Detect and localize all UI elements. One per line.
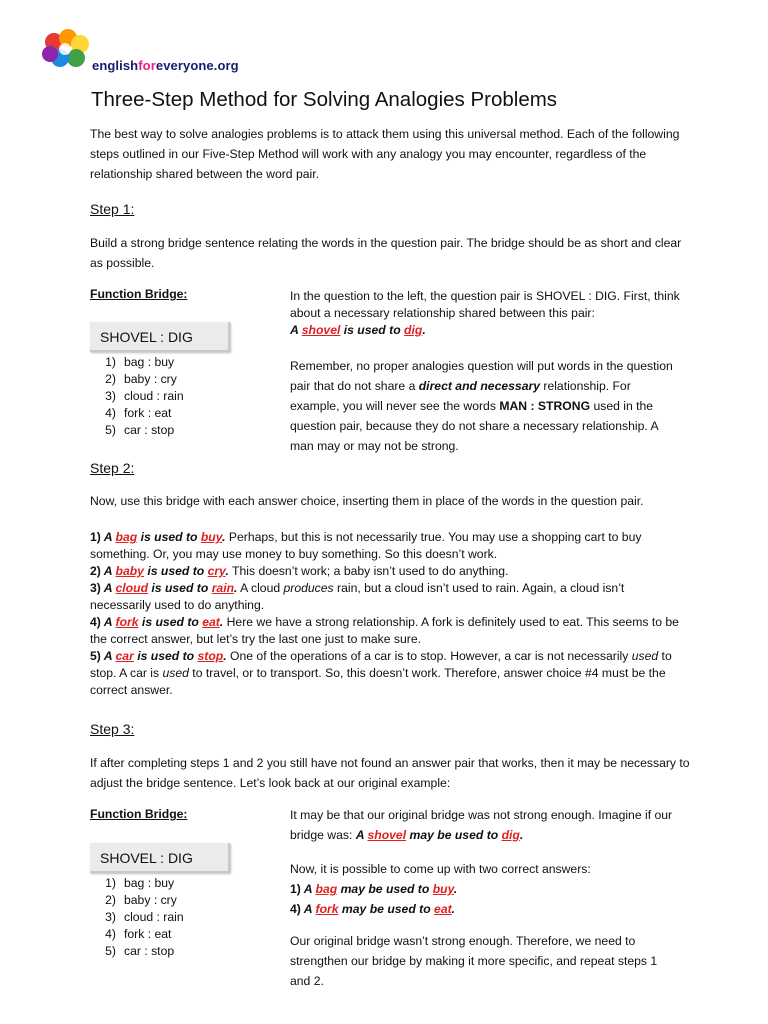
item-dot: . bbox=[451, 902, 456, 916]
step3-two-answers-text: Now, it is possible to come up with two correct answers: bbox=[290, 862, 591, 876]
item-number: 1) bbox=[90, 530, 101, 544]
step3-two-answers bbox=[290, 859, 680, 919]
item-word-1: baby bbox=[115, 564, 144, 578]
choice-text: baby : cry bbox=[124, 372, 177, 386]
list-item bbox=[90, 614, 680, 648]
list-item bbox=[88, 926, 184, 943]
item-word-2: rain bbox=[211, 581, 235, 595]
remember-text-a: Remember, no proper analogies question will put words in the question pair that do not share a bbox=[290, 359, 673, 393]
item-dot: . bbox=[453, 882, 458, 896]
item-dot: . bbox=[225, 564, 229, 578]
item-number: 4) bbox=[290, 902, 301, 916]
item-article: A bbox=[100, 649, 116, 663]
item-number: 2) bbox=[90, 564, 101, 578]
item-word-2: buy bbox=[200, 530, 223, 544]
choice-text: fork : eat bbox=[124, 927, 172, 941]
choice-number: 5) bbox=[105, 423, 116, 437]
bridge-end: . bbox=[519, 828, 524, 842]
item-word-1: bag bbox=[315, 882, 338, 896]
item-article: A bbox=[100, 581, 116, 595]
item-explanation-b: to stop. A car is bbox=[90, 649, 672, 680]
step2-heading: Step 2: bbox=[90, 460, 135, 476]
logo-text-suffix: everyone.org bbox=[155, 58, 239, 73]
step1-remember-paragraph bbox=[290, 356, 680, 456]
step2-text: Now, use this bridge with each answer choice, inserting them in place of the words in the question pair. bbox=[90, 494, 644, 508]
item-middle: is used to bbox=[138, 615, 203, 629]
step2-answer-analysis bbox=[90, 529, 680, 699]
item-word-1: bag bbox=[115, 530, 138, 544]
item-article: A bbox=[100, 530, 116, 544]
item-dot: . bbox=[219, 615, 224, 629]
choice-text: cloud : rain bbox=[124, 910, 184, 924]
step3-bridge-sentence bbox=[356, 828, 524, 842]
page-title: Three-Step Method for Solving Analogies Problems bbox=[91, 88, 558, 111]
item-word-1: cloud bbox=[115, 581, 149, 595]
step1-question-pair-box: SHOVEL : DIG bbox=[90, 322, 230, 352]
choice-number: 5) bbox=[105, 944, 116, 958]
bridge-word-2: dig bbox=[404, 323, 423, 337]
list-item bbox=[88, 909, 184, 926]
choice-text: bag : buy bbox=[124, 355, 175, 369]
choice-text: car : stop bbox=[124, 944, 175, 958]
bridge-article: A bbox=[290, 323, 302, 337]
step1-function-bridge-label: Function Bridge: bbox=[90, 287, 188, 301]
list-item bbox=[90, 648, 680, 699]
item-middle: is used to bbox=[137, 530, 201, 544]
item-middle: may be used to bbox=[337, 882, 433, 896]
item-word-2: eat bbox=[202, 615, 220, 629]
item-word-2: stop bbox=[197, 649, 224, 663]
item-word-1: fork bbox=[315, 902, 339, 916]
step3-heading: Step 3: bbox=[90, 721, 135, 737]
choice-text: fork : eat bbox=[124, 406, 172, 420]
step3-text: If after completing steps 1 and 2 you still have not found an answer pair that works, then it may be necessary to adjust the bridge sentence. Let’s look back at our original example: bbox=[90, 756, 690, 790]
choice-number: 2) bbox=[105, 372, 116, 386]
step1-explanation-text: In the question to the left, the question pair is SHOVEL : DIG. First, think about a necessary relationship shared between this pair: bbox=[290, 289, 680, 320]
item-middle: is used to bbox=[143, 564, 208, 578]
list-item bbox=[290, 879, 680, 899]
list-item bbox=[88, 354, 184, 371]
remember-text-c: relationship. For example, you will never see the words bbox=[290, 379, 631, 413]
item-explanation-italic: produces bbox=[283, 581, 334, 595]
item-article: A bbox=[300, 902, 316, 916]
step1-answer-choices bbox=[88, 354, 184, 439]
item-word-1: fork bbox=[115, 615, 139, 629]
item-word-2: eat bbox=[434, 902, 452, 916]
choice-number: 4) bbox=[105, 406, 116, 420]
item-word-2: cry bbox=[207, 564, 226, 578]
item-explanation-c: to travel, or to transport. So, this doesn’t work. Therefore, answer choice #4 must be the correct answer. bbox=[90, 666, 666, 697]
step1-bridge-sentence bbox=[290, 323, 426, 337]
item-word-1: car bbox=[115, 649, 134, 663]
step3-conclusion: Our original bridge wasn’t strong enough. Therefore, we need to strengthen our bridge by making it more specific, and repeat steps 1 and 2. bbox=[290, 934, 658, 988]
item-explanation-a: A cloud bbox=[237, 581, 284, 595]
list-item bbox=[290, 899, 680, 919]
bridge-word-2: dig bbox=[501, 828, 520, 842]
step1-heading: Step 1: bbox=[90, 201, 135, 217]
list-item bbox=[88, 892, 184, 909]
bridge-word-1: shovel bbox=[367, 828, 407, 842]
list-item bbox=[90, 580, 680, 614]
list-item bbox=[88, 405, 184, 422]
site-logo-icon bbox=[40, 28, 92, 72]
list-item bbox=[88, 875, 184, 892]
step3-question-pair-box: SHOVEL : DIG bbox=[90, 843, 230, 873]
choice-number: 3) bbox=[105, 389, 116, 403]
list-item bbox=[88, 943, 184, 960]
intro-paragraph: The best way to solve analogies problems is to attack them using this universal method. Each of the following steps outlined in our Five-Step Method will work with any analogy you may encounter, regardless of the relationship shared between the word pair. bbox=[90, 127, 680, 181]
item-explanation-a: One of the operations of a car is to stop. However, a car is not necessarily bbox=[226, 649, 632, 663]
choice-number: 2) bbox=[105, 893, 116, 907]
item-explanation-b: rain, but a cloud isn’t used to rain. Again, a cloud isn’t necessarily used to do anything. bbox=[90, 581, 625, 612]
item-explanation-italic: used bbox=[631, 649, 659, 663]
bridge-end: . bbox=[422, 323, 426, 337]
choice-text: cloud : rain bbox=[124, 389, 184, 403]
choice-text: baby : cry bbox=[124, 893, 177, 907]
choice-number: 1) bbox=[105, 355, 116, 369]
logo-text-highlight: for bbox=[138, 58, 156, 73]
item-middle: may be used to bbox=[338, 902, 435, 916]
item-word-2: buy bbox=[432, 882, 454, 896]
step3-explanation bbox=[290, 805, 680, 845]
bridge-word-1: shovel bbox=[301, 323, 341, 337]
list-item bbox=[88, 422, 184, 439]
item-number: 1) bbox=[290, 882, 301, 896]
item-explanation: Perhaps, but this is not necessarily true. You may use a shopping cart to buy something. Or, you may use money to buy something. So this doesn’t work. bbox=[90, 530, 642, 561]
bridge-article: A bbox=[355, 828, 368, 842]
choice-number: 1) bbox=[105, 876, 116, 890]
item-number: 4) bbox=[90, 615, 101, 629]
choice-text: car : stop bbox=[124, 423, 175, 437]
item-article: A bbox=[100, 564, 116, 578]
choice-text: bag : buy bbox=[124, 876, 175, 890]
item-number: 5) bbox=[90, 649, 101, 663]
site-logo-text[interactable] bbox=[92, 58, 239, 73]
logo-text-prefix: english bbox=[92, 58, 139, 73]
item-middle: is used to bbox=[148, 581, 212, 595]
item-number: 3) bbox=[90, 581, 101, 595]
list-item bbox=[88, 388, 184, 405]
item-dot: . bbox=[223, 649, 227, 663]
item-explanation-italic-2: used bbox=[162, 666, 189, 680]
choice-number: 3) bbox=[105, 910, 116, 924]
step1-explanation bbox=[290, 288, 680, 339]
list-item bbox=[90, 529, 680, 563]
step3-answer-choices bbox=[88, 875, 184, 960]
item-middle: is used to bbox=[133, 649, 198, 663]
bridge-middle: may be used to bbox=[406, 828, 502, 842]
item-dot: . bbox=[234, 581, 238, 595]
step3-explanation-text: It may be that our original bridge was not strong enough. Imagine if our bridge was: bbox=[290, 808, 673, 842]
list-item bbox=[88, 371, 184, 388]
remember-text-pair: MAN : STRONG bbox=[499, 399, 591, 413]
item-article: A bbox=[300, 882, 316, 896]
step1-text: Build a strong bridge sentence relating the words in the question pair. The bridge should be as short and clear as possible. bbox=[90, 236, 682, 270]
item-explanation: Here we have a strong relationship. A fork is definitely used to eat. This seems to be the correct answer, but let’s try the last one just to make sure. bbox=[90, 615, 679, 646]
item-article: A bbox=[100, 615, 116, 629]
remember-text-e: used in the question pair, because they do not share a necessary relationship. A man may or may not be strong. bbox=[290, 399, 658, 453]
remember-text-emphasis: direct and necessary bbox=[418, 379, 540, 393]
item-dot: . bbox=[222, 530, 226, 544]
choice-number: 4) bbox=[105, 927, 116, 941]
list-item bbox=[90, 563, 680, 580]
bridge-middle: is used to bbox=[340, 323, 405, 337]
item-explanation: This doesn’t work; a baby isn’t used to do anything. bbox=[228, 564, 509, 578]
step3-function-bridge-label: Function Bridge: bbox=[90, 807, 188, 821]
